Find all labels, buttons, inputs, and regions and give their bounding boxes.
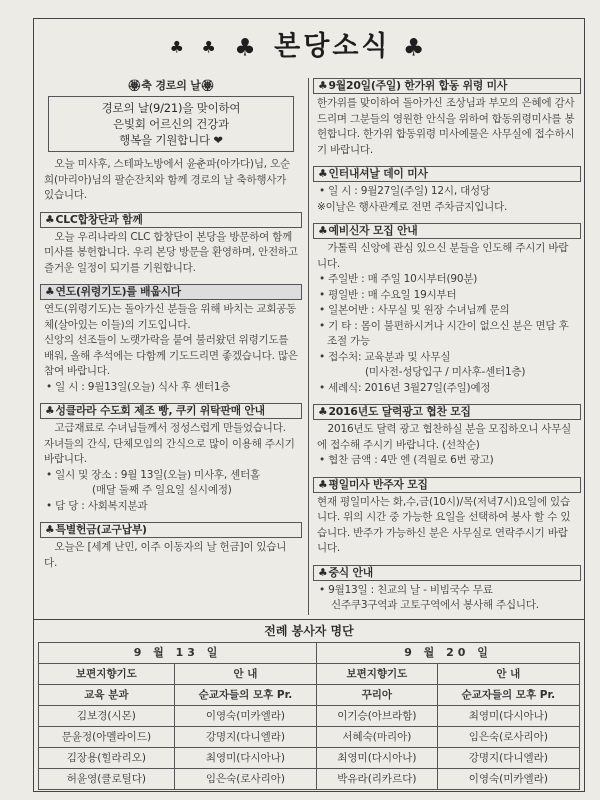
club-icon: ♣ bbox=[402, 33, 431, 62]
section-title: ♣ 특별헌금(교구납부) bbox=[40, 522, 302, 538]
section-lunch bbox=[313, 565, 581, 614]
section-offering bbox=[40, 522, 302, 571]
bullet-item: • 평일반 : 매 수요일 19시부터 bbox=[319, 288, 457, 301]
volunteer-name: 강명지(다니엘라) bbox=[437, 748, 579, 769]
club-icon: ♣ bbox=[234, 33, 262, 62]
section-text: 한가위를 맞이하여 돌아가신 조상님과 부모의 은혜에 감사드리며 그분들의 영원한 안식을 위하여 합동위령미사를 봉헌합니다. 한가위 합동위령 미사예물은 사무실에 접수하시기 바랍니다. bbox=[317, 97, 575, 156]
column-header: 안 내 bbox=[437, 664, 579, 685]
volunteer-name: 최영미(다시아나) bbox=[174, 748, 316, 769]
group-header: 꾸리아 bbox=[317, 685, 438, 706]
volunteer-name: 문윤정(아멜라이드) bbox=[39, 727, 175, 748]
section-title: ♣ 성클라라 수도회 제조 빵, 쿠키 위탁판매 안내 bbox=[40, 403, 302, 419]
club-icon: ♣ ♣ bbox=[169, 37, 222, 57]
notice-text: 오늘 미사후, 스테파노방에서 윤춘파(아가다)님, 오순희(마리아)님의 팔순잔치와 함께 경로의 날 축하행사가 있습니다. bbox=[44, 158, 290, 201]
bullet-item: • 일본어반 : 사무실 및 원장 수녀님께 문의 bbox=[319, 304, 510, 316]
section-title: ♣ 2016년도 달력광고 협찬 모집 bbox=[313, 404, 581, 420]
column-header: 보편지향기도 bbox=[39, 664, 175, 685]
volunteer-name: 임은숙(로사리아) bbox=[174, 769, 316, 790]
bullet-subtext: (미사전-성당입구 / 미사후-센터1층) bbox=[365, 366, 526, 378]
section-text: 연도(위령기도)는 돌아가신 분들을 위해 바치는 교회공동체(살아있는 이들)의 기도입니다. bbox=[44, 303, 297, 331]
group-header: 순교자들의 모후 Pr. bbox=[174, 685, 316, 706]
section-text: 2016년도 달력 광고 협찬하실 분을 모집하오니 사무실에 접수해 주시기 바랍니다. (선착순) bbox=[317, 423, 572, 451]
section-international-day bbox=[313, 166, 581, 215]
volunteer-name: 이기승(아브라함) bbox=[317, 706, 438, 727]
notice-box bbox=[48, 96, 294, 152]
volunteer-table bbox=[38, 642, 580, 790]
section-text: 현재 평일미사는 화,수,금(10시)/목(저녁7시)요일에 있습니다. 위의 시간 중 가능한 요일을 선택하여 봉사 할 수 있습니다. 반주가 가능하신 분은 사무실로 연락주시기 바랍니다. bbox=[317, 495, 571, 554]
section-title: ♣ 예비신자 모집 안내 bbox=[313, 223, 581, 239]
volunteer-name: 강명지(다니엘라) bbox=[174, 727, 316, 748]
bullet-item: • 협찬 금액 : 4만 엔 (격월로 6번 광고) bbox=[319, 454, 494, 466]
column-header: 안 내 bbox=[174, 664, 316, 685]
section-accompanist bbox=[313, 477, 581, 557]
notice-title: 🏵축 경로의 날🏵 bbox=[127, 79, 215, 92]
section-prayer bbox=[40, 284, 302, 395]
section-bakery bbox=[40, 403, 302, 514]
volunteer-name: 허윤영(클로틸다) bbox=[39, 769, 175, 790]
group-header: 교육 분과 bbox=[39, 685, 175, 706]
volunteer-title: 전례 봉사자 명단 bbox=[264, 624, 354, 638]
bullet-item: • 세례식: 2016년 3월27일(주일)예정 bbox=[319, 381, 491, 394]
column-header: 보편지향기도 bbox=[317, 664, 438, 685]
page-title bbox=[150, 27, 450, 67]
volunteer-name: 서혜숙(마리아) bbox=[317, 727, 438, 748]
column-divider bbox=[308, 78, 309, 615]
volunteer-name: 김보경(시몬) bbox=[39, 706, 175, 727]
volunteer-name: 임은숙(로사리아) bbox=[437, 727, 579, 748]
respect-day-notice bbox=[48, 78, 294, 152]
table-row bbox=[39, 727, 580, 748]
table-row bbox=[39, 748, 580, 769]
section-text: 오늘은 [세계 난민, 이주 이동자의 날 헌금]이 있습니다. bbox=[44, 541, 287, 569]
date-header: 9 월 20 일 bbox=[317, 643, 580, 664]
bullet-item: • 담 당 : 사회복지분과 bbox=[46, 499, 148, 512]
volunteer-name: 최영미(다시아나) bbox=[437, 706, 579, 727]
table-row bbox=[39, 706, 580, 727]
left-column bbox=[40, 78, 302, 571]
section-text: 오늘 우리나라의 CLC 합창단이 본당을 방문하여 함께 미사를 봉헌합니다. 우리 본당 방문을 환영하며, 안전하고 즐거운 일정이 되기를 기원합니다. bbox=[44, 230, 298, 274]
section-title: ♣ 인터내셔날 데이 미사 bbox=[313, 166, 581, 182]
section-clc-choir bbox=[40, 212, 302, 277]
right-column bbox=[313, 78, 581, 614]
volunteer-name: 이영숙(미카엘라) bbox=[437, 769, 579, 790]
volunteer-name: 김장용(힐라리오) bbox=[39, 748, 175, 769]
section-note: ※이날은 행사관계로 전면 주차금지입니다. bbox=[317, 200, 508, 213]
section-memorial-mass bbox=[313, 78, 581, 158]
notice-line: 은빛회 어르신의 건강과 bbox=[113, 117, 229, 131]
bullet-item: • 일시 및 장소 : 9월 13일(오늘) 미사후, 센터홀 bbox=[46, 468, 260, 481]
group-header: 순교자들의 모후 Pr. bbox=[437, 685, 579, 706]
volunteer-name: 최영미(다시아나) bbox=[317, 748, 438, 769]
bullet-item: • 일 시 : 9월13일(오늘) 식사 후 센터1층 bbox=[46, 380, 231, 393]
bullet-subtext: (매달 둘째 주 일요일 실시예정) bbox=[92, 484, 232, 496]
section-title: ♣ 9월20일(주일) 한가위 합동 위령 미사 bbox=[313, 78, 581, 94]
section-catechumen bbox=[313, 223, 581, 396]
volunteer-name: 이영숙(미카엘라) bbox=[174, 706, 316, 727]
volunteer-name: 박유라(리카르다) bbox=[317, 769, 438, 790]
section-title: ♣ CLC합창단과 함께 bbox=[40, 212, 302, 228]
section-text: 가톨릭 신앙에 관심 있으신 분들을 인도해 주시기 바랍니다. bbox=[317, 242, 569, 270]
section-title: ♣ 평일미사 반주자 모집 bbox=[313, 477, 581, 493]
bullet-item: • 주일반 : 매 주일 10시부터(90분) bbox=[319, 273, 478, 285]
table-row bbox=[39, 769, 580, 790]
notice-line: 경로의 날(9/21)을 맞이하여 bbox=[101, 101, 241, 115]
section-title: ♣ 중식 안내 bbox=[313, 565, 581, 581]
bullet-subtext: 신주쿠3구역과 고토구역에서 봉사해 주십니다. bbox=[331, 599, 539, 611]
bullet-item: • 일 시 : 9월27일(주일) 12시, 대성당 bbox=[319, 185, 490, 197]
section-calendar-ad bbox=[313, 404, 581, 469]
date-header: 9 월 13 일 bbox=[39, 643, 317, 664]
section-text: 신앙의 선조들이 노랫가락을 붙여 불러왔던 위령기도를 배워, 올해 추석에는 다함께 기도드리면 좋겠습니다. 많은 참여 바랍니다. bbox=[44, 334, 298, 377]
notice-line: 행복을 기원합니다 ❤ bbox=[119, 133, 223, 147]
section-text: 고급재료로 수녀님들께서 정성스럽게 만들었습니다. 자녀들의 간식, 단체모임의 간식으로 많이 이용해 주시기 바랍니다. bbox=[44, 422, 295, 465]
bullet-item: • 기 타 : 몸이 불편하시거나 시간이 없으신 분은 면담 후 조절 가능 bbox=[319, 319, 569, 347]
title-text: 본당소식 bbox=[274, 31, 391, 62]
bullet-item: • 접수처: 교육분과 및 사무실 bbox=[319, 350, 451, 363]
section-title: ♣ 연도(위령기도)를 배웁시다 bbox=[40, 284, 302, 300]
bullet-item: • 9월13일 : 친교의 날 - 비빔국수 무료 bbox=[319, 583, 493, 596]
